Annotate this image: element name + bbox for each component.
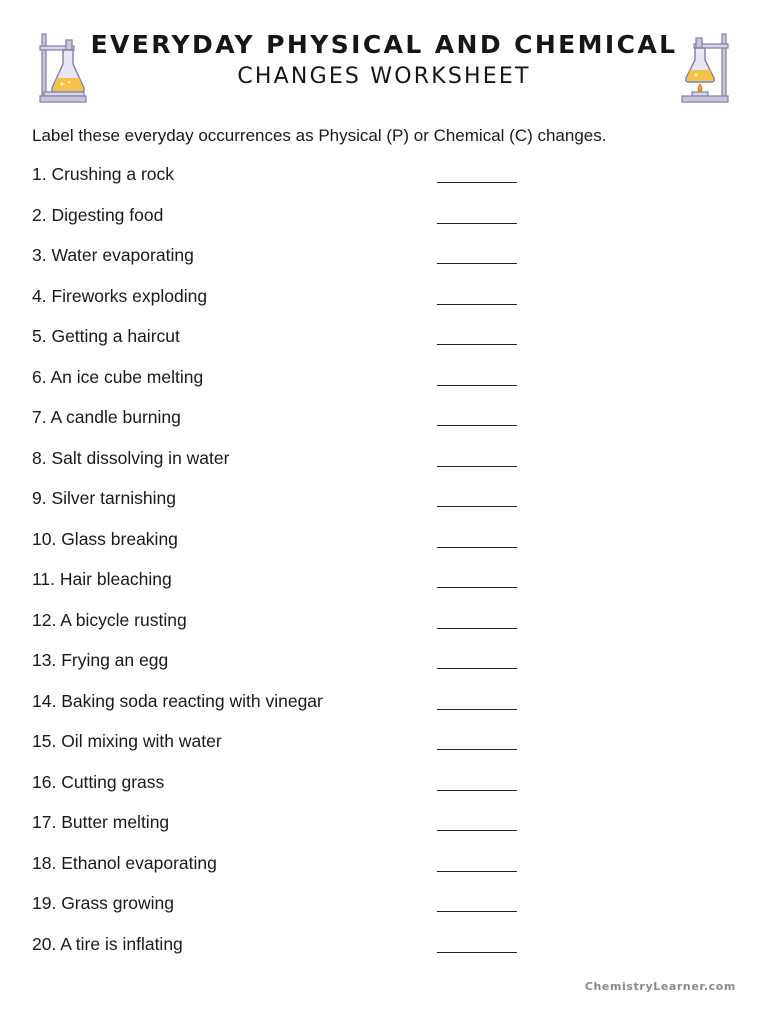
list-item	[32, 810, 552, 851]
question-text: 19. Grass growing	[32, 893, 175, 913]
list-item	[32, 324, 552, 365]
question-text: 3. Water evaporating	[32, 245, 194, 265]
answer-blank[interactable]	[437, 952, 517, 953]
question-text: 4. Fireworks exploding	[32, 285, 208, 306]
answer-blank[interactable]	[437, 223, 517, 224]
list-item	[32, 608, 552, 649]
answer-blank[interactable]	[437, 506, 517, 507]
list-item	[32, 851, 552, 892]
question-text: 8. Salt dissolving in water	[32, 447, 230, 468]
answer-blank[interactable]	[437, 587, 517, 588]
lab-flask-over-burner-icon	[680, 32, 730, 104]
question-text: 16. Cutting grass	[32, 771, 165, 792]
answer-blank[interactable]	[437, 830, 517, 831]
list-item	[32, 284, 552, 325]
list-item	[32, 567, 552, 608]
answer-blank[interactable]	[437, 263, 517, 264]
list-item	[32, 527, 552, 568]
answer-blank[interactable]	[437, 385, 517, 386]
question-text: 11. Hair bleaching	[32, 569, 172, 589]
list-item	[32, 203, 552, 244]
question-list	[32, 162, 552, 972]
list-item	[32, 689, 552, 730]
list-item	[32, 365, 552, 406]
list-item	[32, 729, 552, 770]
question-text: 5. Getting a haircut	[32, 326, 180, 346]
answer-blank[interactable]	[437, 790, 517, 791]
answer-blank[interactable]	[437, 425, 517, 426]
question-text: 1. Crushing a rock	[32, 164, 175, 184]
answer-blank[interactable]	[437, 182, 517, 183]
answer-blank[interactable]	[437, 547, 517, 548]
list-item	[32, 648, 552, 689]
answer-blank[interactable]	[437, 304, 517, 305]
list-item	[32, 162, 552, 203]
question-text: 20. A tire is inflating	[32, 933, 183, 954]
list-item	[32, 243, 552, 284]
question-text: 13. Frying an egg	[32, 650, 169, 670]
list-item	[32, 405, 552, 446]
answer-blank[interactable]	[437, 709, 517, 710]
question-text: 7. A candle burning	[32, 407, 181, 427]
title-line-2: CHANGES WORKSHEET	[237, 64, 531, 89]
question-text: 9. Silver tarnishing	[32, 488, 176, 508]
question-text: 17. Butter melting	[32, 812, 170, 832]
question-text: 10. Glass breaking	[32, 528, 178, 549]
question-text: 6. An ice cube melting	[32, 366, 204, 387]
answer-blank[interactable]	[437, 628, 517, 629]
answer-blank[interactable]	[437, 749, 517, 750]
list-item	[32, 486, 552, 527]
list-item	[32, 770, 552, 811]
list-item	[32, 446, 552, 487]
question-text: 15. Oil mixing with water	[32, 731, 222, 751]
question-text: 14. Baking soda reacting with vinegar	[32, 690, 323, 711]
site-credit: ChemistryLearner.com	[584, 980, 736, 993]
answer-blank[interactable]	[437, 871, 517, 872]
answer-blank[interactable]	[437, 911, 517, 912]
title-line-1: EVERYDAY PHYSICAL AND CHEMICAL	[90, 30, 678, 59]
question-text: 12. A bicycle rusting	[32, 609, 187, 630]
list-item	[32, 891, 552, 932]
answer-blank[interactable]	[437, 668, 517, 669]
question-text: 2. Digesting food	[32, 204, 164, 225]
answer-blank[interactable]	[437, 344, 517, 345]
question-text: 18. Ethanol evaporating	[32, 852, 217, 873]
list-item	[32, 932, 552, 973]
answer-blank[interactable]	[437, 466, 517, 467]
instructions-text: Label these everyday occurrences as Physical (P) or Chemical (C) changes.	[32, 126, 607, 145]
worksheet-header	[0, 26, 768, 106]
